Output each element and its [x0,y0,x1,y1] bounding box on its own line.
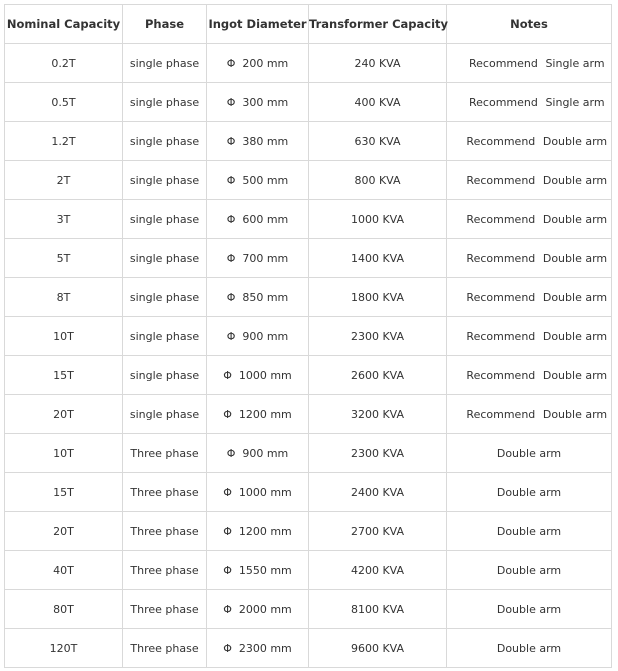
cell-notes [447,317,612,356]
notes-recommend: Recommend [466,251,536,265]
table-row [5,44,612,83]
cell-nominal-capacity: 10T [5,317,123,356]
table-row [5,395,612,434]
cell-ingot-diameter: Φ 1200 mm [207,395,309,434]
table-row [5,317,612,356]
notes-recommend: Recommend [466,212,536,226]
notes-arm-type: Single arm [545,56,605,70]
header-row [5,5,612,44]
cell-transformer-capacity: 1400 KVA [309,239,447,278]
cell-phase: single phase [123,83,207,122]
cell-ingot-diameter: Φ 900 mm [207,317,309,356]
cell-ingot-diameter: Φ 1000 mm [207,473,309,512]
cell-phase: single phase [123,278,207,317]
cell-transformer-capacity: 8100 KVA [309,590,447,629]
cell-ingot-diameter: Φ 600 mm [207,200,309,239]
cell-nominal-capacity: 10T [5,434,123,473]
cell-ingot-diameter: Φ 200 mm [207,44,309,83]
table-row [5,629,612,668]
cell-nominal-capacity: 20T [5,395,123,434]
notes-arm-type: Double arm [542,173,608,187]
cell-ingot-diameter: Φ 1550 mm [207,551,309,590]
cell-nominal-capacity: 0.2T [5,44,123,83]
notes-recommend: Recommend [469,95,538,109]
cell-phase: single phase [123,317,207,356]
cell-ingot-diameter: Φ 300 mm [207,83,309,122]
cell-ingot-diameter: Φ 700 mm [207,239,309,278]
cell-transformer-capacity: 400 KVA [309,83,447,122]
cell-notes: Double arm [447,473,612,512]
notes-recommend: Recommend [466,329,536,343]
cell-nominal-capacity: 15T [5,356,123,395]
header-nominal-capacity: Nominal Capacity [5,5,123,44]
table-row [5,83,612,122]
cell-nominal-capacity: 120T [5,629,123,668]
cell-notes: Double arm [447,590,612,629]
cell-nominal-capacity: 8T [5,278,123,317]
notes-arm-type: Double arm [542,290,608,304]
header-notes: Notes [447,5,612,44]
cell-ingot-diameter: Φ 2000 mm [207,590,309,629]
cell-ingot-diameter: Φ 850 mm [207,278,309,317]
header-ingot-diameter: Ingot Diameter [207,5,309,44]
cell-nominal-capacity: 0.5T [5,83,123,122]
cell-phase: Three phase [123,629,207,668]
cell-notes: Double arm [447,629,612,668]
cell-phase: Three phase [123,473,207,512]
cell-nominal-capacity: 1.2T [5,122,123,161]
cell-phase: single phase [123,356,207,395]
table-row [5,434,612,473]
notes-recommend: Recommend [466,368,536,382]
cell-notes: Double arm [447,434,612,473]
cell-transformer-capacity: 4200 KVA [309,551,447,590]
cell-phase: Three phase [123,590,207,629]
cell-ingot-diameter: Φ 2300 mm [207,629,309,668]
notes-arm-type: Double arm [542,329,608,343]
cell-phase: Three phase [123,512,207,551]
notes-recommend: Recommend [466,290,536,304]
table-row [5,512,612,551]
cell-transformer-capacity: 2700 KVA [309,512,447,551]
cell-notes [447,44,612,83]
cell-transformer-capacity: 1800 KVA [309,278,447,317]
cell-notes: Double arm [447,512,612,551]
cell-nominal-capacity: 80T [5,590,123,629]
notes-arm-type: Double arm [542,407,608,421]
cell-ingot-diameter: Φ 1000 mm [207,356,309,395]
cell-notes [447,161,612,200]
cell-transformer-capacity: 2400 KVA [309,473,447,512]
cell-phase: single phase [123,161,207,200]
cell-notes [447,239,612,278]
table-row [5,551,612,590]
cell-phase: Three phase [123,434,207,473]
cell-transformer-capacity: 2300 KVA [309,317,447,356]
notes-recommend: Recommend [469,56,538,70]
table-row [5,356,612,395]
cell-phase: single phase [123,122,207,161]
cell-notes [447,278,612,317]
cell-ingot-diameter: Φ 1200 mm [207,512,309,551]
table-body [5,44,612,668]
table-row [5,590,612,629]
cell-nominal-capacity: 40T [5,551,123,590]
cell-ingot-diameter: Φ 380 mm [207,122,309,161]
header-transformer-capacity: Transformer Capacity [309,5,447,44]
notes-arm-type: Double arm [542,251,608,265]
notes-arm-type: Single arm [545,95,605,109]
cell-transformer-capacity: 630 KVA [309,122,447,161]
table-header [5,5,612,44]
cell-phase: single phase [123,239,207,278]
cell-phase: single phase [123,395,207,434]
cell-nominal-capacity: 20T [5,512,123,551]
header-phase: Phase [123,5,207,44]
cell-nominal-capacity: 5T [5,239,123,278]
notes-recommend: Recommend [466,173,536,187]
cell-transformer-capacity: 1000 KVA [309,200,447,239]
notes-arm-type: Double arm [542,368,608,382]
cell-transformer-capacity: 3200 KVA [309,395,447,434]
table-row [5,473,612,512]
cell-phase: Three phase [123,551,207,590]
table-row [5,200,612,239]
cell-phase: single phase [123,44,207,83]
cell-nominal-capacity: 15T [5,473,123,512]
cell-transformer-capacity: 2300 KVA [309,434,447,473]
cell-transformer-capacity: 9600 KVA [309,629,447,668]
cell-notes [447,395,612,434]
cell-phase: single phase [123,200,207,239]
table-row [5,122,612,161]
cell-transformer-capacity: 240 KVA [309,44,447,83]
cell-ingot-diameter: Φ 500 mm [207,161,309,200]
cell-transformer-capacity: 800 KVA [309,161,447,200]
table-row [5,239,612,278]
notes-recommend: Recommend [466,407,536,421]
spec-table [4,4,612,668]
notes-arm-type: Double arm [542,134,608,148]
cell-notes: Double arm [447,551,612,590]
notes-arm-type: Double arm [542,212,608,226]
cell-notes [447,83,612,122]
cell-nominal-capacity: 3T [5,200,123,239]
notes-recommend: Recommend [466,134,536,148]
cell-notes [447,200,612,239]
cell-nominal-capacity: 2T [5,161,123,200]
cell-transformer-capacity: 2600 KVA [309,356,447,395]
table-row [5,278,612,317]
cell-ingot-diameter: Φ 900 mm [207,434,309,473]
cell-notes [447,356,612,395]
cell-notes [447,122,612,161]
table-row [5,161,612,200]
